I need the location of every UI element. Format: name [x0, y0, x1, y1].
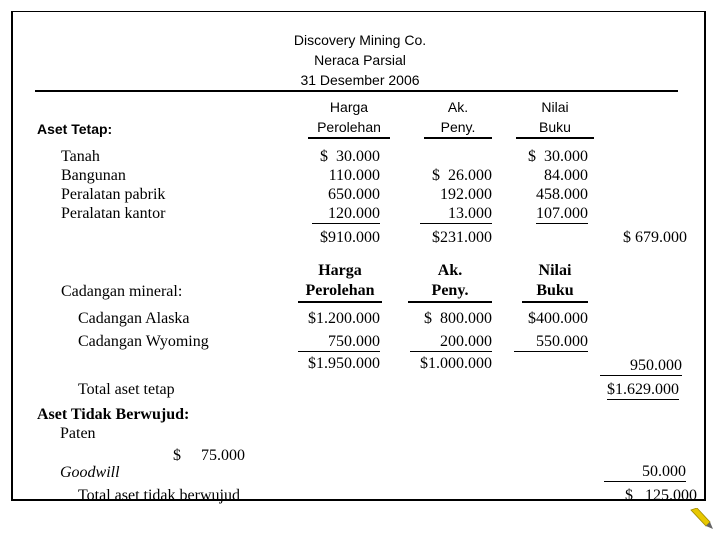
pencil-icon: [688, 508, 714, 530]
acc-value: $ 800.000: [424, 310, 492, 327]
col-header-book: [522, 261, 588, 303]
cost-value: 750.000: [298, 332, 380, 352]
col-header-line1: Harga: [318, 262, 362, 279]
acc-value: $ 26.000: [432, 167, 492, 184]
col-header-line2: Perolehan: [298, 281, 382, 303]
cost-value: 650.000: [328, 186, 380, 203]
cost-total: $1.950.000: [308, 355, 380, 372]
col-header-line2: Perolehan: [308, 117, 390, 139]
col-header-book: [516, 97, 594, 139]
row-name: Tanah: [61, 148, 100, 165]
goodwill-value: 50.000: [604, 462, 686, 482]
acc-value: 13.000: [420, 204, 492, 224]
book-total: $ 679.000: [623, 229, 687, 246]
book-value: $400.000: [528, 310, 588, 327]
col-header-cost: [308, 97, 390, 139]
row-name: Cadangan Alaska: [78, 310, 190, 327]
fixed-assets-label: Aset Tetap:: [37, 121, 113, 137]
goodwill-label: Goodwill: [60, 464, 120, 481]
row-name: Peralatan pabrik: [61, 186, 166, 203]
statement-date: 31 Desember 2006: [300, 72, 420, 88]
col-header-cost: [298, 261, 382, 303]
col-header-line1: Harga: [329, 99, 369, 115]
row-name: Bangunan: [61, 167, 126, 184]
book-value: $ 30.000: [528, 148, 588, 165]
col-header-line2: Peny.: [408, 281, 492, 303]
cost-total: $910.000: [320, 229, 380, 246]
cost-value: $ 30.000: [320, 148, 380, 165]
paten-label: Paten: [60, 425, 96, 442]
book-total: 950.000: [600, 356, 682, 376]
total-intangible-value: $ 125.000: [625, 487, 697, 504]
total-fixed-value: $1.629.000: [607, 381, 679, 398]
row-name: Peralatan kantor: [61, 205, 166, 222]
total-fixed-label: Total aset tetap: [78, 381, 175, 398]
cost-value: $1.200.000: [308, 310, 380, 327]
col-header-line2: Peny.: [424, 117, 492, 139]
col-header-line1: Ak.: [437, 262, 463, 279]
statement-title: Neraca Parsial: [314, 52, 406, 68]
col-header-acc: [408, 261, 492, 303]
col-header-line1: Nilai: [538, 262, 572, 279]
row-name: Cadangan Wyoming: [78, 333, 209, 350]
book-value: 550.000: [514, 332, 588, 352]
book-value: 84.000: [544, 167, 588, 184]
intangible-label: Aset Tidak Berwujud:: [37, 406, 190, 423]
col-header-line1: Ak.: [447, 99, 469, 115]
book-value: 107.000: [536, 205, 588, 222]
mineral-label: Cadangan mineral:: [61, 283, 183, 300]
col-header-line2: Buku: [516, 117, 594, 139]
acc-total: $231.000: [432, 229, 492, 246]
acc-total: $1.000.000: [420, 355, 492, 372]
header-rule: [35, 90, 678, 92]
book-value: 458.000: [536, 186, 588, 203]
cost-value: 120.000: [312, 204, 380, 224]
cost-value: 110.000: [328, 167, 380, 184]
col-header-line1: Nilai: [541, 99, 569, 115]
col-header-acc: [424, 97, 492, 139]
acc-value: 200.000: [410, 332, 492, 352]
company-name: Discovery Mining Co.: [293, 32, 427, 48]
acc-value: 192.000: [440, 186, 492, 203]
paten-value: $ 75.000: [173, 447, 245, 464]
total-intangible-label: Total aset tidak berwujud: [78, 487, 240, 504]
col-header-line2: Buku: [522, 281, 588, 303]
